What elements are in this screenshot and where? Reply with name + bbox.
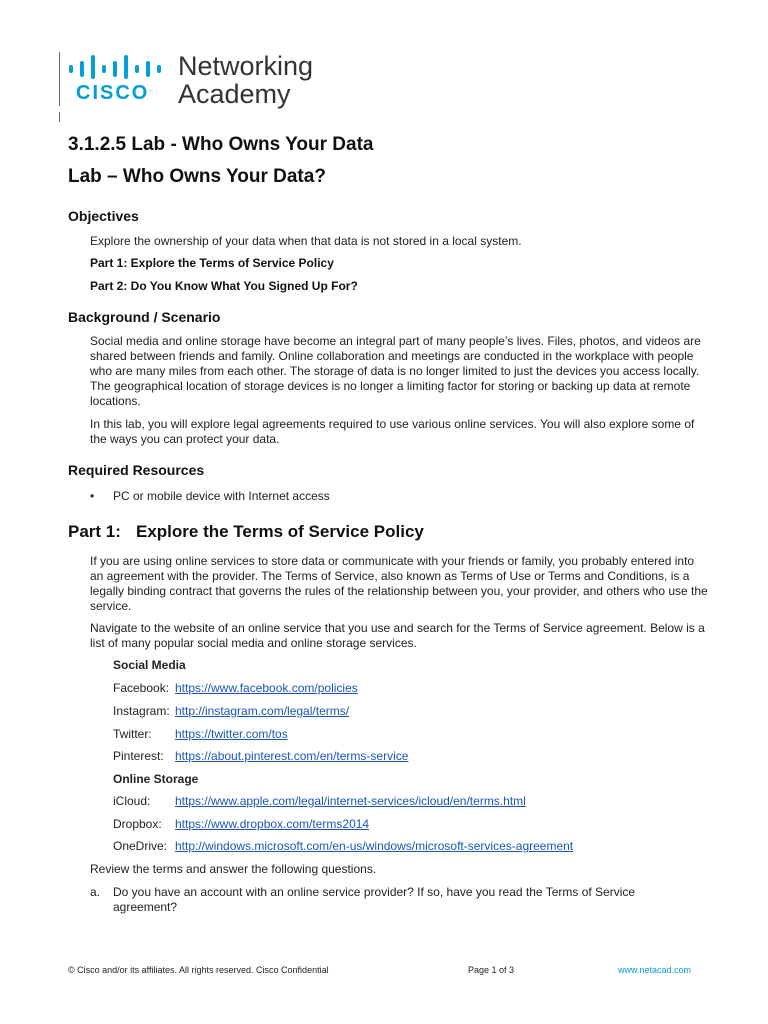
part-title: Explore the Terms of Service Policy (136, 522, 424, 541)
list-item (113, 839, 573, 854)
objective-part-2: Part 2: Do You Know What You Signed Up For? (90, 279, 358, 293)
service-name: iCloud: (113, 794, 151, 808)
twitter-terms-link[interactable]: https://twitter.com/tos (175, 727, 288, 741)
part-1-paragraph-2: Navigate to the website of an online service that you use and search for the Terms of Service agreement. Below is a list of many popular social media and online storage services. (90, 621, 705, 650)
service-name: Twitter: (113, 727, 152, 741)
social-media-heading: Social Media (113, 658, 186, 672)
service-name: Instagram: (113, 704, 170, 718)
instagram-terms-link[interactable]: http://instagram.com/legal/terms/ (175, 704, 350, 718)
dropbox-terms-link[interactable]: https://www.dropbox.com/terms2014 (175, 817, 370, 831)
lab-title: Lab – Who Owns Your Data? (68, 166, 326, 187)
objectives-intro: Explore the ownership of your data when that data is not stored in a local system. (90, 234, 522, 248)
list-item (113, 681, 358, 696)
background-paragraph-1: Social media and online storage have become an integral part of many people’s lives. Files, photos, and videos are shared between friends and family. Online collaboration and meetings are conducted in the workplace with people who are many miles from each other. The storage of data is no longer limited to just the devices you access locally. The geographical location of storage devices is no longer a limiting factor for storing or backing up data at remote locations. (90, 334, 701, 408)
question-letter: a. (90, 885, 101, 899)
footer-site-link[interactable]: www.netacad.com (618, 965, 692, 975)
online-storage-heading: Online Storage (113, 772, 199, 786)
objectives-heading: Objectives (68, 208, 139, 224)
part-number: Part 1: (68, 522, 121, 541)
brand-line-1: Networking (178, 51, 314, 81)
list-item (113, 749, 408, 764)
objective-part-1: Part 1: Explore the Terms of Service Policy (90, 256, 334, 270)
icloud-terms-link[interactable]: https://www.apple.com/legal/internet-services/icloud/en/terms.html (175, 794, 526, 808)
part-1-heading (68, 522, 424, 542)
document-title: 3.1.2.5 Lab - Who Owns Your Data (68, 134, 374, 155)
cisco-bars-icon (68, 55, 166, 79)
service-name: Dropbox: (113, 817, 162, 831)
cisco-networking-academy-logo (68, 52, 328, 108)
onedrive-terms-link[interactable]: http://windows.microsoft.com/en-us/windows/microsoft-services-agreement (175, 839, 574, 853)
footer-page-number: Page 1 of 3 (468, 965, 515, 975)
brand-line-2: Academy (178, 79, 291, 109)
service-name: Facebook: (113, 681, 170, 695)
question-text: Do you have an account with an online service provider? If so, have you read the Terms of Service agreement? (113, 885, 636, 914)
review-instruction: Review the terms and answer the following questions. (90, 862, 377, 876)
pinterest-terms-link[interactable]: https://about.pinterest.com/en/terms-service (175, 749, 409, 763)
service-name: Pinterest: (113, 749, 164, 763)
background-heading: Background / Scenario (68, 309, 221, 325)
list-item (113, 794, 526, 809)
resource-item: PC or mobile device with Internet access (113, 489, 330, 503)
cisco-wordmark: CISCO. (76, 82, 152, 104)
list-item (113, 727, 288, 742)
background-paragraph-2: In this lab, you will explore legal agreements required to use various online services. You will also explore some of the ways you can protect your data. (90, 417, 695, 446)
margin-mark (59, 112, 60, 122)
bullet-icon: • (90, 489, 95, 503)
resources-heading: Required Resources (68, 462, 205, 478)
list-item (90, 489, 330, 503)
facebook-terms-link[interactable]: https://www.facebook.com/policies (175, 681, 358, 695)
footer-copyright: © Cisco and/or its affiliates. All rights reserved. Cisco Confidential (68, 965, 329, 975)
list-item (113, 817, 369, 832)
list-item (113, 704, 349, 719)
part-1-paragraph-1: If you are using online services to store data or communicate with your friends or family, you probably entered into an agreement with the provider. The Terms of Service, also known as Terms of Use or Terms and Conditions, is a legally binding contract that governs the rules of the relationship between you, your provider, and others who use the service. (90, 554, 708, 613)
margin-mark (59, 52, 60, 106)
brand-name (178, 52, 313, 108)
service-name: OneDrive: (113, 839, 168, 853)
